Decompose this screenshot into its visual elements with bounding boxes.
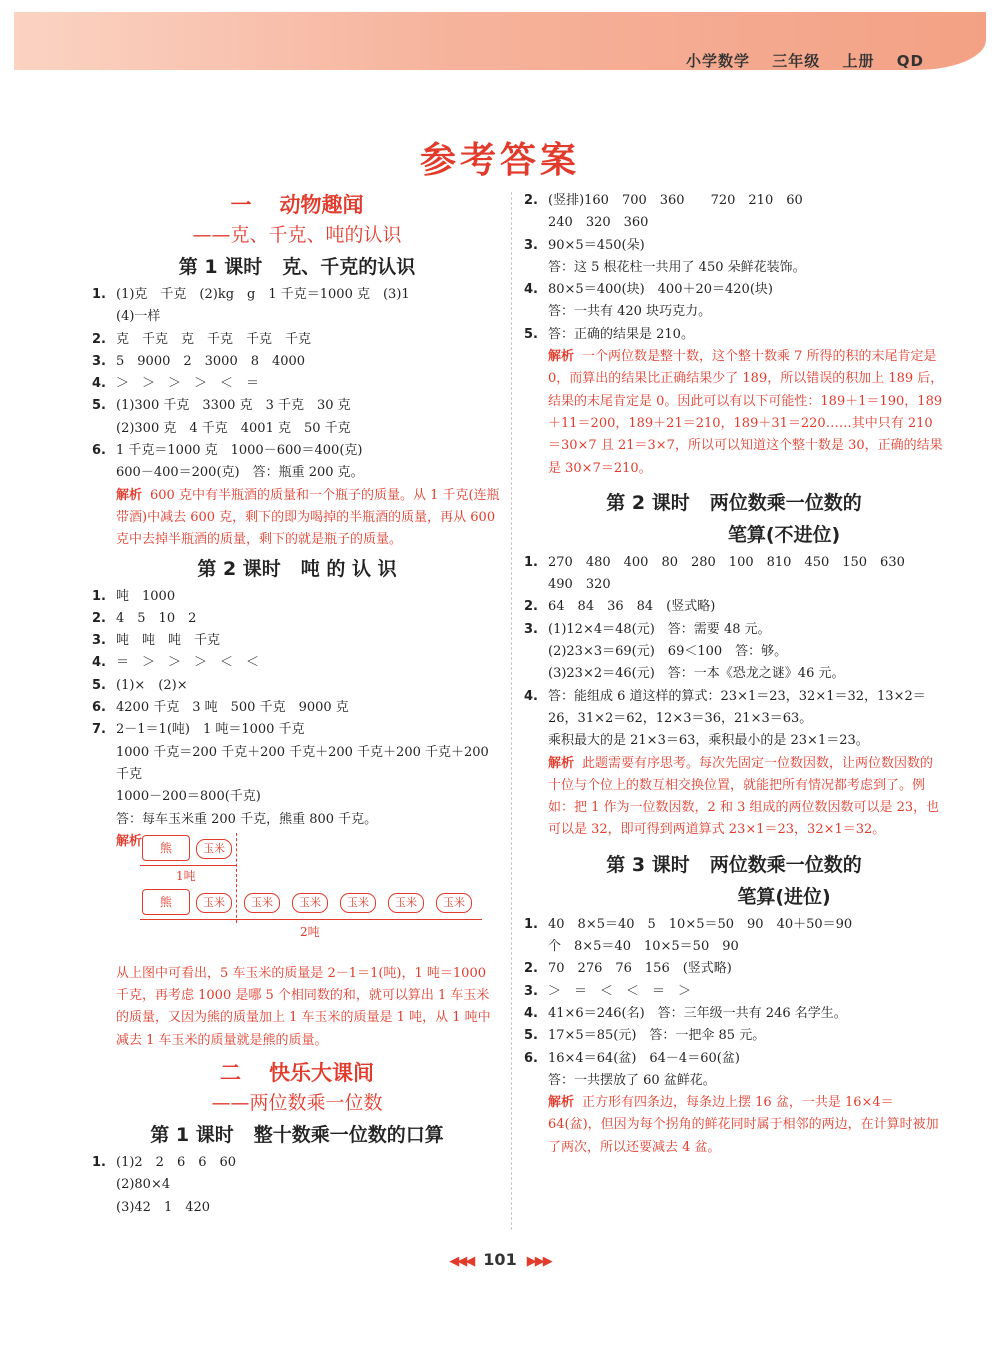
one-ton-label: 1吨 [176, 868, 196, 883]
two-ton-bracket [140, 919, 482, 920]
answer-number: 6. [92, 443, 106, 459]
answer-text: 4200 千克 3 吨 500 千克 9000 克 [116, 700, 349, 716]
answer-text: ＝ ＞ ＞ ＞ ＜ ＜ [116, 655, 260, 671]
answer-text: (4)一样 [116, 309, 161, 325]
answer-number: 3. [92, 633, 106, 649]
dashed-guide [236, 833, 237, 923]
answer-number: 1. [524, 916, 538, 932]
answer-row [92, 373, 502, 395]
answer-text: 5 9000 2 3000 8 4000 [116, 353, 306, 369]
answer-row [92, 1174, 502, 1196]
answer-text: (1)2 2 6 6 60 [116, 1155, 237, 1171]
answer-text: 80×5＝400(块) 400＋20＝420(块) [548, 282, 773, 298]
answer-row [92, 586, 502, 608]
answer-row [92, 608, 502, 630]
right-column [524, 190, 944, 1159]
answer-row [92, 786, 502, 808]
answer-number [524, 301, 548, 323]
answer-number: 4. [92, 376, 106, 392]
answer-number [524, 663, 548, 685]
answer-row [92, 351, 502, 373]
answer-row [524, 1003, 944, 1025]
answer-list [92, 586, 502, 831]
answer-text: ＞ ＞ ＞ ＞ ＜ ＝ [116, 376, 260, 392]
explanation [92, 963, 502, 1052]
unit1-subtitle: ——克、千克、吨的认识 [192, 224, 402, 246]
answer-text: 1000－200＝800(千克) [116, 789, 261, 805]
answer-text: 600－400＝200(克) 答：瓶重 200 克。 [116, 465, 364, 481]
answer-row [92, 742, 502, 787]
explanation [524, 1092, 944, 1159]
bear-corn-diagram [140, 840, 502, 963]
answer-list [92, 284, 502, 485]
explanation [524, 346, 944, 480]
page-number [0, 1250, 1000, 1269]
answer-row [524, 190, 944, 212]
answer-text: 吨 吨 吨 千克 [116, 633, 221, 649]
answer-list [92, 1152, 502, 1219]
answer-row [524, 1025, 944, 1047]
lesson-label: 第 3 课时 [606, 853, 690, 876]
answer-number [524, 641, 548, 663]
answer-number [524, 730, 548, 752]
answer-text: 70 276 76 156 (竖式略) [548, 961, 732, 977]
answer-number [524, 1070, 548, 1092]
answer-text: (3)42 1 420 [116, 1199, 211, 1215]
answer-text: 吨 1000 [116, 588, 176, 604]
answer-text: 490 320 [548, 577, 611, 593]
answer-row [524, 552, 944, 574]
answer-text: 1000 千克＝200 千克＋200 千克＋200 千克＋200 千克＋200 千克 [116, 744, 493, 782]
answer-number [524, 212, 548, 234]
bear-box: 熊 [142, 889, 190, 915]
answer-number: 7. [92, 722, 106, 738]
answer-row [524, 686, 944, 731]
corn-pill: 玉米 [436, 893, 472, 913]
answer-row [92, 652, 502, 674]
explain-tag: 解析 [548, 349, 575, 365]
answer-number: 3. [92, 353, 106, 369]
unit1-number: 一 [230, 193, 252, 217]
corn-pill: 玉米 [196, 893, 232, 913]
answer-text: 乘积最大的是 21×3＝63，乘积最小的是 23×1＝23。 [548, 733, 869, 749]
answer-row [92, 395, 502, 417]
answer-text: 答：一共摆放了 60 盆鲜花。 [548, 1072, 716, 1088]
lesson-title: 吨 的 认 识 [300, 557, 397, 580]
answer-row [524, 958, 944, 980]
lesson-label: 第 1 课时 [178, 256, 263, 278]
answer-number: 1. [92, 1155, 106, 1171]
answer-text: 41×6＝246(名) 答：三年级一共有 246 名学生。 [548, 1005, 847, 1021]
lesson-title: 两位数乘一位数的 [709, 853, 862, 876]
explain-text: 正方形有四条边，每条边上摆 16 盆，一共是 16×4＝64(盆)，但因为每个拐角的鲜花同时属于相邻的两边，在计算时被加了两次，所以还要减去 4 盆。 [548, 1095, 939, 1155]
answer-text: (2)80×4 [116, 1177, 171, 1193]
answer-number: 6. [92, 700, 106, 716]
page-title: 参考答案 [419, 140, 580, 181]
one-ton-bracket [140, 865, 236, 866]
answer-row [92, 418, 502, 440]
answer-number: 6. [524, 1050, 538, 1066]
answer-text: 答：正确的结果是 210。 [548, 326, 694, 342]
header-volume: 上册 [842, 52, 875, 70]
answer-row [524, 279, 944, 301]
answer-number [524, 574, 548, 596]
explain-tag: 解析 [548, 1095, 575, 1111]
lesson-label: 第 2 课时 [197, 557, 281, 580]
lesson-label: 第 1 课时 [150, 1124, 234, 1147]
answer-row [524, 619, 944, 641]
lesson-label: 第 2 课时 [606, 491, 690, 514]
answer-text: 4 5 10 2 [116, 610, 197, 626]
header-grade: 三年级 [772, 52, 821, 70]
explain-tag: 解析 [548, 755, 575, 771]
bear-box: 熊 [142, 835, 190, 861]
answer-row [92, 697, 502, 719]
answer-number: 5. [92, 398, 106, 414]
explain-tag: 解析 [116, 833, 143, 849]
answer-row [92, 284, 502, 306]
answer-row [524, 663, 944, 685]
left-arrows-icon: ◀◀◀ [449, 1254, 474, 1269]
answer-number [92, 742, 116, 787]
answer-text: (1)克 千克 (2)kg g 1 千克＝1000 克 (3)1 [116, 287, 410, 302]
answer-row [524, 212, 944, 234]
answer-text: (1)300 千克 3300 克 3 千克 30 克 [116, 398, 351, 414]
answer-number [524, 936, 548, 958]
answer-row [524, 914, 944, 936]
explain-text: 从上图中可看出，5 车玉米的质量是 2－1＝1(吨)，1 吨＝1000 千克，再考虑 1000 是哪 5 个相同数的和，就可以算出 1 车玉米的质量，又因为熊的质量加上 1 车玉米的质量是 1 吨，从 1 吨中减去 1 车玉米的质量就是熊的质量。 [116, 965, 491, 1048]
answer-text: (1)12×4＝48(元) 答：需要 48 元。 [548, 621, 771, 637]
answer-text: 1 千克＝1000 克 1000－600＝400(克) [116, 443, 363, 459]
unit1-heading [92, 190, 502, 220]
lesson-title: 两位数乘一位数的 [709, 491, 862, 514]
answer-text: 270 480 400 80 280 100 810 450 150 630 [548, 554, 905, 570]
right-arrows-icon: ▶▶▶ [526, 1254, 551, 1269]
explanation [92, 485, 502, 552]
answer-text: 17×5＝85(元) 答：一把伞 85 元。 [548, 1028, 766, 1044]
answer-number: 2. [92, 610, 106, 626]
column-divider [511, 192, 512, 1230]
answer-list [524, 914, 944, 1092]
answer-number: 3. [524, 983, 538, 999]
corn-pill: 玉米 [244, 893, 280, 913]
answer-number: 2. [92, 331, 106, 347]
lesson-heading [524, 488, 944, 518]
answer-text: 90×5＝450(朵) [548, 237, 645, 253]
answer-row [524, 596, 944, 618]
answer-number: 5. [524, 326, 538, 342]
lesson-title-line2: 笔算(进位) [737, 885, 831, 908]
answer-number [524, 257, 548, 279]
lesson-title: 整十数乘一位数的口算 [253, 1124, 444, 1147]
answer-row [92, 809, 502, 831]
answer-row [92, 306, 502, 328]
answer-number [92, 809, 116, 831]
answer-list [524, 190, 944, 346]
lesson-heading [92, 252, 502, 282]
header-banner [14, 12, 986, 70]
lesson-title: 克、千克的认识 [282, 256, 416, 278]
explain-text: 600 克中有半瓶酒的质量和一个瓶子的质量。从 1 千克(连瓶带酒)中减去 600 克，剩下的即为喝掉的半瓶酒的质量，再从 600 克中去掉半瓶酒的质量，剩下的就是瓶子的质量。 [116, 487, 500, 548]
answer-number: 5. [92, 677, 106, 693]
unit2-heading [92, 1058, 502, 1088]
answer-text: 16×4＝64(盆) 64－4＝60(盆) [548, 1050, 740, 1066]
answer-row [92, 675, 502, 697]
answer-text: (1)× (2)× [116, 677, 188, 693]
answer-number: 1. [92, 287, 106, 302]
answer-number: 2. [524, 193, 538, 208]
two-ton-label: 2吨 [300, 924, 320, 939]
lesson-heading [92, 1120, 502, 1150]
corn-pill: 玉米 [388, 893, 424, 913]
lesson-heading [92, 554, 502, 584]
answer-row [92, 719, 502, 741]
answer-number [92, 306, 116, 328]
explain-text: 一个两位数是整十数，这个整十数乘 7 所得的积的末尾肯定是 0，而算出的结果比正确结果少了 189，所以错误的积加上 189 后，结果的末尾肯定是 0。因此可以有以下可能性：189＋1＝190，189＋11＝200，189＋21＝210，189＋31＝220……其中只有 210＝30×7 且 21＝3×7，所以可以知道这个整十数是 30，正确的结果是 30×7＝210。 [548, 349, 944, 476]
answer-number: 4. [92, 655, 106, 671]
answer-row [524, 981, 944, 1003]
answer-text: 答：一共有 420 块巧克力。 [548, 304, 712, 320]
answer-row [92, 1197, 502, 1219]
answer-number: 4. [524, 688, 538, 704]
answer-text: 答：每车玉米重 200 千克，熊重 800 千克。 [116, 811, 378, 827]
unit2-title: 快乐大课间 [269, 1061, 374, 1086]
answer-number [92, 1174, 116, 1196]
answer-number [92, 786, 116, 808]
answer-text: 个 8×5＝40 10×5＝50 90 [548, 939, 739, 955]
answer-row [92, 630, 502, 652]
header-subject: 小学数学 [686, 52, 751, 70]
answer-text: 240 320 360 [548, 215, 649, 231]
unit1-title: 动物趣闻 [279, 193, 364, 217]
answer-number: 3. [524, 237, 538, 253]
answer-text: 2－1＝1(吨) 1 吨＝1000 千克 [116, 722, 305, 738]
answer-row [524, 324, 944, 346]
answer-row [524, 936, 944, 958]
lesson-heading [524, 850, 944, 880]
answer-text: 答：这 5 根花柱一共用了 450 朵鲜花装饰。 [548, 259, 806, 275]
answer-row [524, 301, 944, 323]
answer-row [524, 1048, 944, 1070]
answer-number [92, 462, 116, 484]
answer-row [524, 574, 944, 596]
answer-row [524, 235, 944, 257]
corn-pill: 玉米 [340, 893, 376, 913]
answer-text: 40 8×5＝40 5 10×5＝50 90 40＋50＝90 [548, 916, 853, 932]
answer-row [524, 1070, 944, 1092]
answer-number: 5. [524, 1028, 538, 1044]
answer-text: (3)23×2＝46(元) 答：一本《恐龙之谜》46 元。 [548, 666, 845, 682]
answer-row [524, 257, 944, 279]
explain-text: 此题需要有序思考。每次先固定一位数因数，让两位数因数的十位与个位上的数互相交换位置，就能把所有情况都考虑到了。例如：把 1 作为一位数因数，2 和 3 组成的两位数因数可以是 23，也可以是 32，即可得到两道算式 23×1＝23，32×1＝32。 [548, 755, 940, 838]
answer-number: 2. [524, 599, 538, 615]
answer-row [92, 440, 502, 462]
answer-text: 克 千克 克 千克 千克 千克 [116, 331, 312, 347]
answer-number: 1. [524, 554, 538, 570]
answer-row [524, 641, 944, 663]
left-column [92, 190, 502, 1219]
unit2-subtitle: ——两位数乘一位数 [211, 1092, 383, 1115]
answer-text: ＞ ＝ ＜ ＜ ＝ ＞ [548, 983, 692, 999]
lesson-title-line2: 笔算(不进位) [727, 523, 841, 546]
corn-pill: 玉米 [292, 893, 328, 913]
answer-number: 2. [524, 961, 538, 977]
unit2-number: 二 [220, 1061, 241, 1086]
answer-text: (2)300 克 4 千克 4001 克 50 千克 [116, 420, 351, 436]
answer-number: 1. [92, 588, 106, 604]
answer-text: 答：能组成 6 道这样的算式：23×1＝23，32×1＝32，13×2＝26，31×2＝62，12×3＝36，21×3＝63。 [548, 688, 926, 726]
answer-number [92, 1197, 116, 1219]
answer-row [92, 329, 502, 351]
answer-text: (2)23×3＝69(元) 69＜100 答：够。 [548, 644, 788, 660]
answer-text: (竖排)160 700 360 720 210 60 [548, 193, 803, 208]
answer-row [524, 730, 944, 752]
explanation [524, 753, 944, 842]
answer-number: 4. [524, 282, 538, 298]
answer-row [92, 462, 502, 484]
answer-number: 4. [524, 1005, 538, 1021]
header-info [670, 50, 924, 71]
answer-number: 3. [524, 621, 538, 637]
answer-row [92, 1152, 502, 1174]
answer-text: 64 84 36 84 (竖式略) [548, 599, 716, 615]
page-number-text: 101 [483, 1250, 517, 1269]
corn-pill: 玉米 [196, 839, 232, 859]
answer-number [92, 418, 116, 440]
header-edition: QD [896, 52, 924, 70]
explain-tag: 解析 [116, 487, 143, 503]
answer-list [524, 552, 944, 753]
